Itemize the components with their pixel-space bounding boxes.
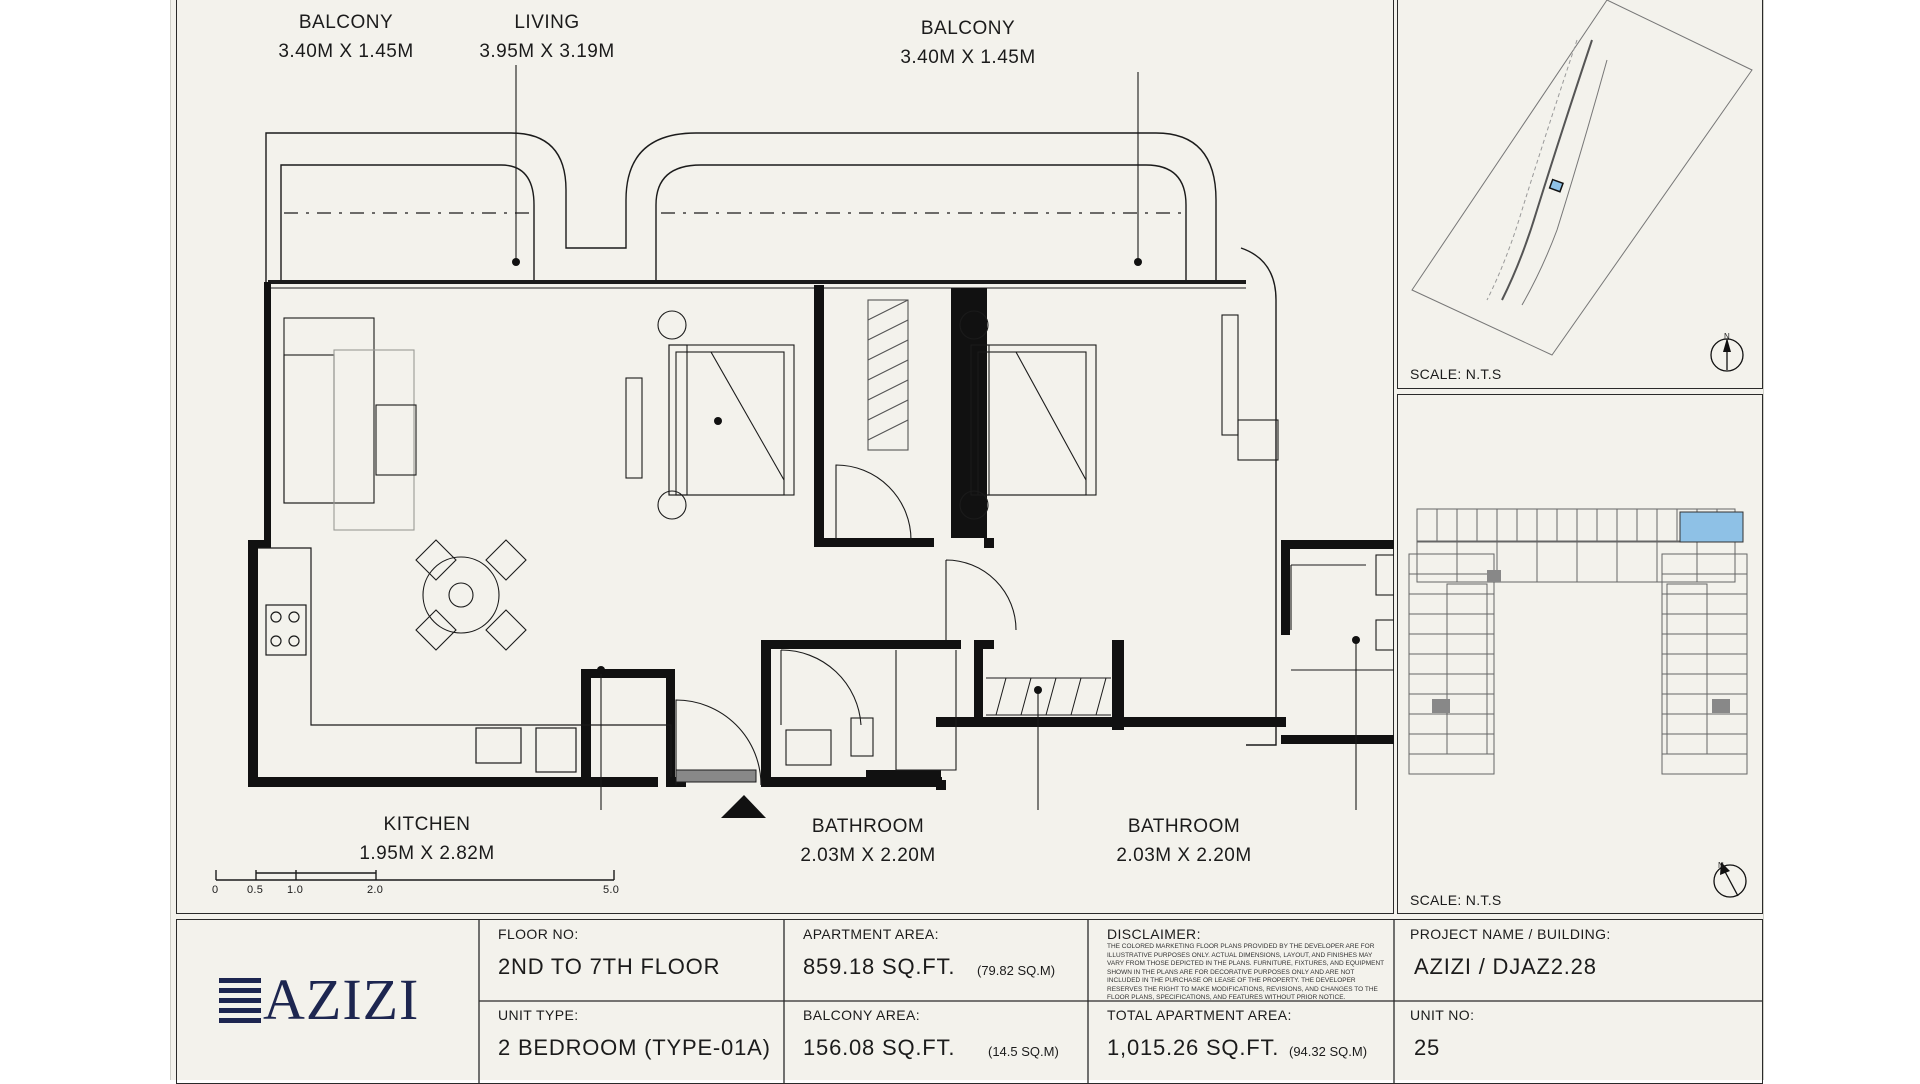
floor-no-value: 2ND TO 7TH FLOOR [498,954,721,979]
scale-tick-0-5: 0.5 [247,884,264,896]
balcony-left-dims: 3.40M X 1.45M [278,41,414,62]
unit-no-label: UNIT NO: [1410,1007,1475,1023]
balcony-left-label [278,8,413,66]
balcony-right-label [900,14,1035,72]
living-dims: 3.95M X 3.19M [479,41,615,62]
total-area-label: TOTAL APARTMENT AREA: [1107,1007,1292,1023]
kitchen-dims: 1.95M X 2.82M [359,843,495,864]
bathroom-1-label [800,812,935,870]
living-label [479,8,614,66]
total-area-value: 1,015.26 SQ.FT. [1107,1035,1280,1060]
floor-plan-sheet [170,0,1764,1080]
bathroom-1-name: BATHROOM [811,816,925,837]
logo-text: AZIZI [263,967,420,1032]
kitchen-name: KITCHEN [383,814,471,835]
scale-tick-0: 0 [212,884,219,896]
scale-tick-1-0: 1.0 [287,884,304,896]
balcony-right-dims: 3.40M X 1.45M [900,47,1036,68]
bathroom-2-label [1116,812,1251,870]
site-scale-label: SCALE: N.T.S [1410,366,1502,382]
apartment-area-sqm: (79.82 SQ.M) [977,963,1056,978]
floor-scale-label: SCALE: N.T.S [1410,892,1502,908]
balcony-right-name: BALCONY [920,18,1016,39]
balcony-area-sqm: (14.5 SQ.M) [988,1044,1059,1059]
site-key-plan [1397,0,1763,391]
floor-north-label: N [1718,861,1725,870]
unit-type-label: UNIT TYPE: [498,1007,579,1023]
site-north-label: N [1724,332,1731,341]
floor-plan-drawing [176,0,1394,916]
total-area-sqm: (94.32 SQ.M) [1289,1044,1368,1059]
apartment-area-label: APARTMENT AREA: [803,926,939,942]
disclaimer-text: THE COLORED MARKETING FLOOR PLANS PROVIDED BY THE DEVELOPER ARE FOR ILLUSTRATIVE PURPOSES ONLY. ACTUAL DIMENSIONS, LAYOUT, AND FINISHES MAY VARY FROM THOSE DEPICTED IN THE PLANS. FURNITURE, FIXTURES, AND EQUIPMENT SHOWN IN THE PLANS ARE FOR DECORATIVE PURPOSES ONLY AND ARE NOT INCLUDED IN THE PURCHASE OR LEASE OF THE PROPERTY. THE DEVELOPER RESERVES THE RIGHT TO MAKE MODIFICATIONS, REVISIONS, AND CHANGES TO THE FLOOR PLANS, SPECIFICATIONS, AND FEATURES WITHOUT PRIOR NOTICE. [1107,943,1385,1001]
azizi-logo [219,967,449,1032]
bathroom-2-name: BATHROOM [1127,816,1241,837]
balcony-left-name: BALCONY [298,12,394,33]
bathroom-1-dims: 2.03M X 2.20M [800,845,936,866]
floor-no-label: FLOOR NO: [498,926,579,942]
project-name-value: AZIZI / DJAZ2.28 [1414,954,1597,979]
project-name-label: PROJECT NAME / BUILDING: [1410,926,1611,942]
balcony-area-value: 156.08 SQ.FT. [803,1035,956,1060]
balcony-area-label: BALCONY AREA: [803,1007,920,1023]
scale-tick-5-0: 5.0 [603,884,620,896]
disclaimer-label: DISCLAIMER: [1107,926,1201,942]
living-name: LIVING [514,12,580,33]
floor-key-plan [1397,394,1763,914]
unit-no-value: 25 [1414,1035,1441,1060]
logo-stripes-icon [219,975,263,1027]
unit-type-value: 2 BEDROOM (TYPE-01A) [498,1035,771,1060]
bathroom-2-dims: 2.03M X 2.20M [1116,845,1252,866]
scale-tick-2-0: 2.0 [367,884,384,896]
apartment-area-value: 859.18 SQ.FT. [803,954,956,979]
kitchen-label [359,810,494,868]
